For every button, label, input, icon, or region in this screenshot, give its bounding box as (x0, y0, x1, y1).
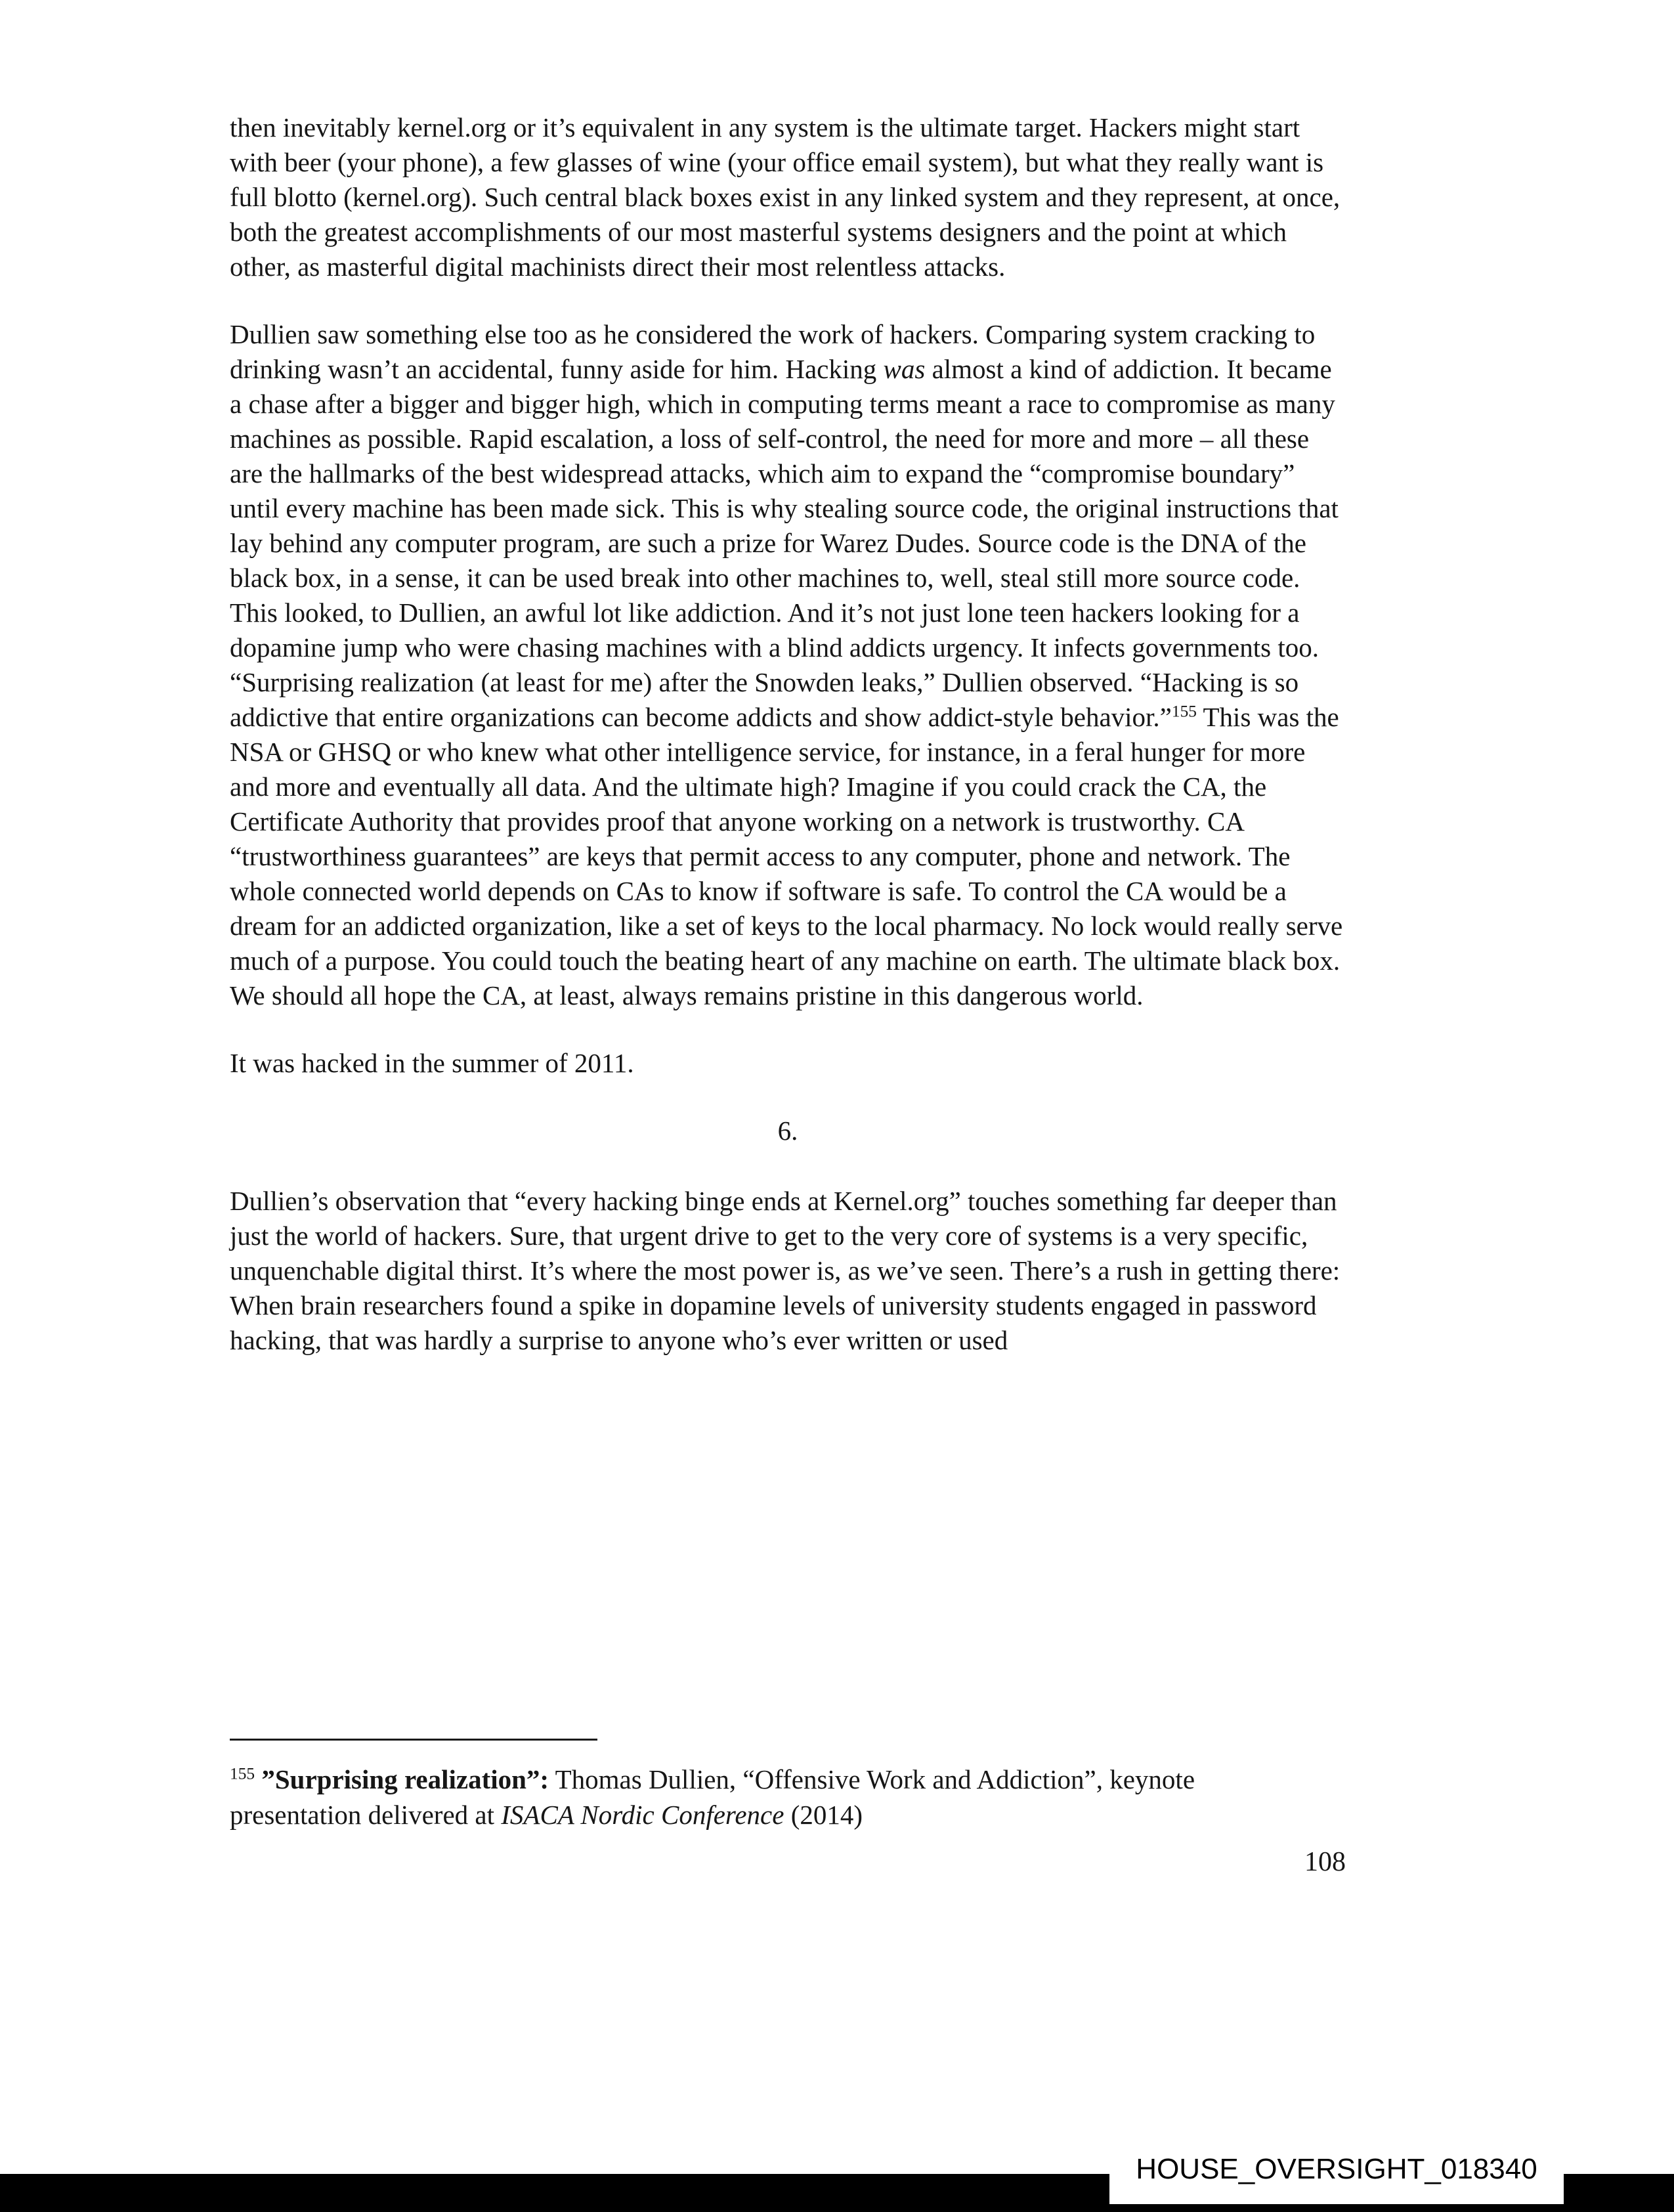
paragraph (230, 1046, 1346, 1081)
paragraph (230, 110, 1346, 284)
text-run-italic: ISACA Nordic Conference (501, 1800, 784, 1830)
section-heading (230, 1114, 1346, 1148)
text-run: Thomas Dullien, “Offensive Work and Addiction”, keynote presentation delivered at (230, 1764, 1195, 1830)
text-run: then inevitably kernel.org or it’s equivalent in any system is the ultimate target. Hackers might start with beer (your phone), a few glasses of wine (your office email system), but what they really want is full blotto (kernel.org). Such central black boxes exist in any linked system and they represent, at once, both the greatest accomplishments of our most masterful systems designers and the point at which other, as masterful digital machinists direct their most relentless attacks. (230, 112, 1341, 282)
paragraph (230, 1184, 1346, 1358)
text-run-bold: ”Surprising realization”: (261, 1764, 549, 1794)
bates-number: HOUSE_OVERSIGHT_018340 (1136, 2153, 1537, 2185)
footnote-text (230, 1762, 1320, 1832)
page-number: 108 (1304, 1847, 1346, 1877)
bates-stamp (1109, 2135, 1564, 2204)
text-run-superscript: 155 (1171, 702, 1197, 721)
paragraph (230, 317, 1346, 1013)
text-run (255, 1764, 261, 1794)
footer-bar (0, 2153, 1674, 2212)
text-run: almost a kind of addiction. It became a chase after a bigger and bigger high, which in computing terms meant a race to compromise as many machines as possible. Rapid escalation, a loss of self-control, the need for more and more – all these are the hallmarks of the best widespread attacks, which aim to expand the “compromise boundary” until every machine has been made sick. This is why stealing source code, the original instructions that lay behind any computer program, are such a prize for Warez Dudes. Source code is the DNA of the black box, in a sense, it can be used break into other machines to, well, steal still more source code. This looked, to Dullien, an awful lot like addiction. And it’s not just lone teen hackers looking for a dopamine jump who were chasing machines with a blind addicts urgency. It infects governments too. “Surprising realization (at least for me) after the Snowden leaks,” Dullien observed. “Hacking is so addictive that entire organizations can become addicts and show addict-style behavior.” (230, 354, 1339, 732)
text-run: This was the NSA or GHSQ or who knew what other intelligence service, for instance, in a feral hunger for more and more and eventually all data. And the ultimate high? Imagine if you could crack the CA, the Certificate Authority that provides proof that anyone working on a network is trustworthy. CA “trustworthiness guarantees” are keys that permit access to any computer, phone and network. The whole connected world depends on CAs to know if software is safe. To control the CA would be a dream for an addicted organization, like a set of keys to the local pharmacy. No lock would really serve much of a purpose. You could touch the beating heart of any machine on earth. The ultimate black box. We should all hope the CA, at least, always remains pristine in this dangerous world. (230, 702, 1343, 1010)
text-run: It was hacked in the summer of 2011. (230, 1048, 634, 1078)
text-run: 6. (777, 1116, 798, 1146)
footnote-area (230, 1739, 1346, 1832)
text-run: Dullien’s observation that “every hacking binge ends at Kernel.org” touches something far deeper than just the world of hackers. Sure, that urgent drive to get to the very core of systems is a very specific, unquenchable digital thirst. It’s where the most power is, as we’ve seen. There’s a rush in getting there: When brain researchers found a spike in dopamine levels of university students engaged in password hacking, that was hardly a surprise to anyone who’s ever written or used (230, 1186, 1341, 1355)
text-run-italic: was (883, 354, 926, 384)
body-flow (230, 110, 1346, 1391)
text-run: Dullien saw something else too as he considered the work of hackers. Comparing system cracking to drinking wasn’t an accidental, funny aside for him. Hacking (230, 319, 1316, 384)
footnote-divider (230, 1739, 597, 1741)
text-run: (2014) (784, 1800, 863, 1830)
text-run-superscript: 155 (230, 1764, 255, 1783)
